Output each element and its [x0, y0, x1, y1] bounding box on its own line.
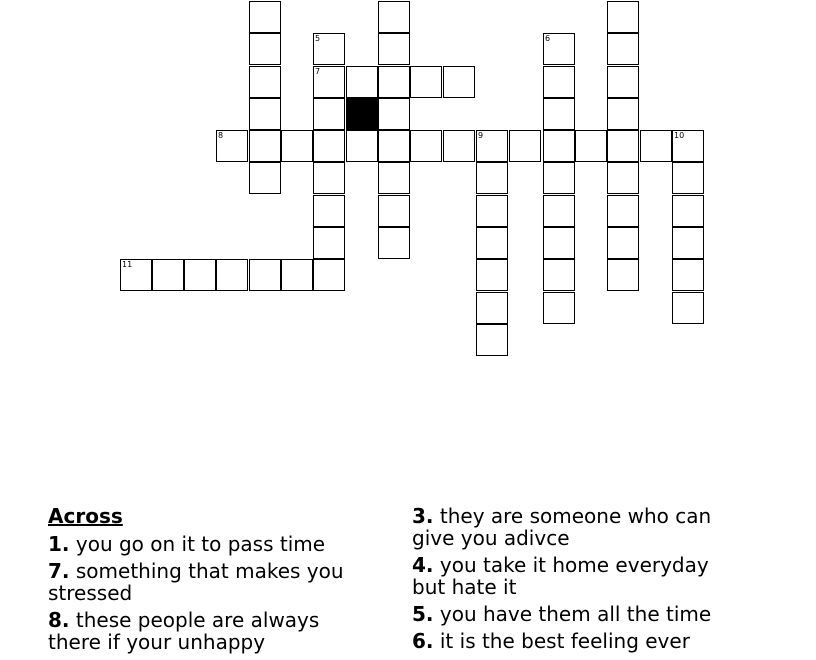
grid-cell[interactable]	[313, 227, 345, 259]
grid-cell[interactable]	[672, 195, 704, 227]
grid-cell[interactable]	[672, 130, 704, 162]
clue-number-label: 7	[315, 67, 321, 76]
grid-cell[interactable]	[378, 195, 410, 227]
grid-cell[interactable]	[120, 259, 152, 291]
clue-number-label: 5	[315, 34, 321, 43]
grid-cell[interactable]	[249, 33, 281, 65]
grid-cell[interactable]	[607, 162, 639, 194]
clue-8	[48, 609, 378, 653]
grid-cell[interactable]	[281, 130, 313, 162]
grid-cell[interactable]	[313, 259, 345, 291]
grid-cell[interactable]	[607, 259, 639, 291]
clue-6	[412, 630, 742, 652]
grid-cell[interactable]	[672, 292, 704, 324]
grid-cell[interactable]	[281, 259, 313, 291]
grid-cell[interactable]	[313, 98, 345, 130]
grid-cell[interactable]	[607, 98, 639, 130]
grid-cell[interactable]	[476, 227, 508, 259]
grid-cell[interactable]	[476, 162, 508, 194]
grid-cell[interactable]	[476, 324, 508, 356]
clue-number: 4.	[412, 553, 434, 577]
clue-text: it is the best feeling ever	[439, 629, 690, 653]
across-heading: Across	[48, 504, 123, 528]
grid-cell[interactable]	[378, 130, 410, 162]
clue-number-label: 10	[674, 131, 685, 140]
grid-cell[interactable]	[249, 1, 281, 33]
grid-cell[interactable]	[476, 292, 508, 324]
grid-cell[interactable]	[249, 130, 281, 162]
grid-cell[interactable]	[607, 227, 639, 259]
clue-number: 1.	[48, 532, 70, 556]
clue-text: you have them all the time	[439, 602, 712, 626]
grid-cell[interactable]	[476, 195, 508, 227]
grid-cell[interactable]	[543, 33, 575, 65]
grid-cell[interactable]	[672, 227, 704, 259]
grid-cell[interactable]	[378, 33, 410, 65]
clue-text: they are someone who can give you adivce	[412, 504, 712, 550]
clue-5	[412, 603, 742, 625]
grid-cell[interactable]	[152, 259, 184, 291]
clue-7	[48, 560, 378, 604]
clue-text: something that makes you stressed	[48, 559, 344, 605]
grid-cell[interactable]	[672, 259, 704, 291]
grid-cell[interactable]	[313, 130, 345, 162]
clue-text: these people are always there if your unhappy	[48, 608, 320, 654]
grid-cell[interactable]	[543, 66, 575, 98]
grid-cell[interactable]	[378, 227, 410, 259]
grid-cell[interactable]	[378, 162, 410, 194]
grid-cell[interactable]	[476, 130, 508, 162]
grid-cell[interactable]	[476, 259, 508, 291]
grid-cell[interactable]	[443, 130, 475, 162]
clue-number: 7.	[48, 559, 70, 583]
grid-cell[interactable]	[607, 195, 639, 227]
grid-cell[interactable]	[378, 66, 410, 98]
grid-cell[interactable]	[249, 98, 281, 130]
grid-cell[interactable]	[216, 259, 248, 291]
grid-cell[interactable]	[509, 130, 541, 162]
clue-number: 6.	[412, 629, 434, 653]
grid-cell[interactable]	[443, 66, 475, 98]
grid-cell[interactable]	[313, 162, 345, 194]
clue-number: 8.	[48, 608, 70, 632]
grid-cell[interactable]	[410, 130, 442, 162]
clue-3	[412, 505, 742, 549]
grid-cell[interactable]	[607, 130, 639, 162]
grid-cell[interactable]	[543, 292, 575, 324]
grid-cell[interactable]	[313, 66, 345, 98]
grid-cell[interactable]	[216, 130, 248, 162]
grid-cell[interactable]	[543, 98, 575, 130]
grid-cell[interactable]	[346, 66, 378, 98]
grid-cell[interactable]	[575, 130, 607, 162]
grid-cell[interactable]	[607, 1, 639, 33]
grid-cell[interactable]	[346, 130, 378, 162]
grid-cell[interactable]	[543, 227, 575, 259]
grid-cell[interactable]	[543, 162, 575, 194]
clue-number: 5.	[412, 602, 434, 626]
grid-cell[interactable]	[313, 33, 345, 65]
grid-cell[interactable]	[672, 162, 704, 194]
clues-column-right	[412, 505, 742, 657]
grid-cell[interactable]	[184, 259, 216, 291]
grid-cell[interactable]	[249, 162, 281, 194]
clue-text: you go on it to pass time	[75, 532, 326, 556]
grid-cell[interactable]	[249, 66, 281, 98]
clues-column-left	[48, 505, 378, 658]
grid-cell[interactable]	[313, 195, 345, 227]
grid-cell[interactable]	[543, 130, 575, 162]
grid-cell[interactable]	[607, 33, 639, 65]
clue-number-label: 9	[478, 131, 484, 140]
grid-cell[interactable]	[543, 259, 575, 291]
grid-cell-black	[346, 98, 378, 130]
clue-number-label: 8	[218, 131, 224, 140]
clue-number-label: 11	[122, 260, 133, 269]
clue-text: you take it home everyday but hate it	[412, 553, 709, 599]
grid-cell[interactable]	[378, 1, 410, 33]
clue-1	[48, 533, 378, 555]
grid-cell[interactable]	[378, 98, 410, 130]
grid-cell[interactable]	[607, 66, 639, 98]
grid-cell[interactable]	[410, 66, 442, 98]
clue-number-label: 6	[545, 34, 551, 43]
grid-cell[interactable]	[543, 195, 575, 227]
clue-number: 3.	[412, 504, 434, 528]
grid-cell[interactable]	[640, 130, 672, 162]
clue-4	[412, 554, 742, 598]
grid-cell[interactable]	[249, 259, 281, 291]
